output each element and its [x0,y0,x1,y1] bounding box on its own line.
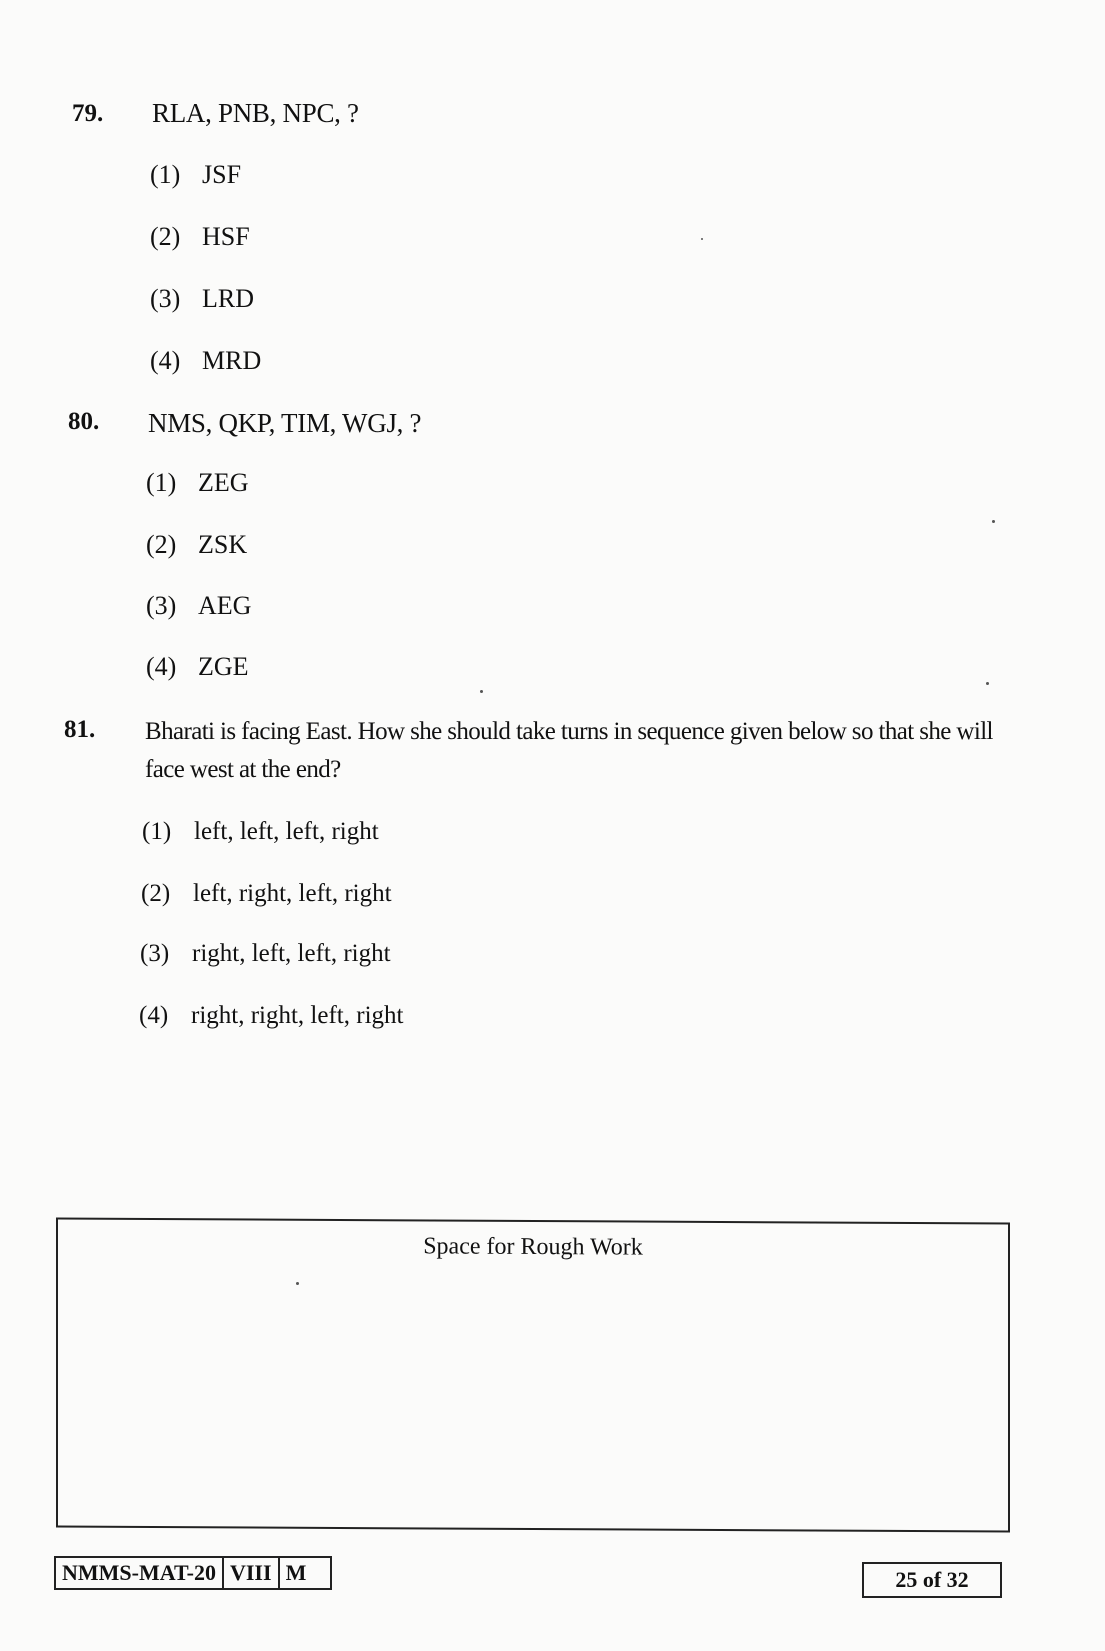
option-text: left, right, left, right [193,880,392,907]
option-number: (2) [150,222,181,251]
page-number: 25 of 32 [862,1562,1002,1598]
scan-speck [480,690,483,693]
option-text: ZEG [198,468,249,497]
question-text: NMS, QKP, TIM, WGJ, ? [148,408,422,438]
option-text: AEG [198,591,252,620]
option-text: JSF [202,160,242,189]
option [150,284,254,314]
option [150,160,241,190]
option [139,1002,403,1030]
option [142,818,379,846]
option-number: (4) [139,1002,169,1029]
option [146,530,247,560]
option-number: (4) [150,346,181,375]
option-text: ZSK [198,530,248,559]
option [146,591,251,621]
option-number: (1) [142,818,172,845]
option [140,940,391,968]
option-text: HSF [202,222,250,251]
class-label: VIII [224,1558,280,1588]
scan-speck [296,1282,299,1285]
option-number: (3) [150,284,181,313]
option-text: LRD [202,284,254,313]
option-text: MRD [202,346,262,375]
scan-speck [986,682,989,685]
option-text: ZGE [198,652,249,681]
question-number: 79. [72,100,104,127]
option-number: (1) [146,468,177,497]
option-number: (3) [140,940,170,967]
option-number: (4) [146,652,177,681]
question-number: 81. [64,716,96,743]
option [141,880,392,908]
option-text: right, right, left, right [191,1002,404,1029]
option-text: right, left, left, right [192,940,391,967]
scan-speck [992,520,995,523]
paper-code-box [54,1556,332,1590]
option [150,346,261,376]
question-text-line-2: face west at the end? [145,756,341,783]
option-number: (1) [150,160,181,189]
option-number: (2) [146,530,177,559]
option-number: (3) [146,591,177,620]
medium-label: M [285,1560,307,1585]
question-text-line-1: Bharati is facing East. How she should take turns in sequence given below so that she will [145,718,993,745]
option-text: left, left, left, right [194,818,379,845]
question-number: 80. [68,408,100,435]
question-text: RLA, PNB, NPC, ? [152,98,359,128]
option [146,652,249,682]
paper-code: NMMS-MAT-20 [56,1558,224,1588]
rough-work-box [56,1218,1010,1533]
option [150,222,250,252]
option-number: (2) [141,880,171,907]
scan-speck [701,238,703,240]
rough-work-title: Space for Rough Work [423,1233,643,1261]
option [146,468,249,498]
